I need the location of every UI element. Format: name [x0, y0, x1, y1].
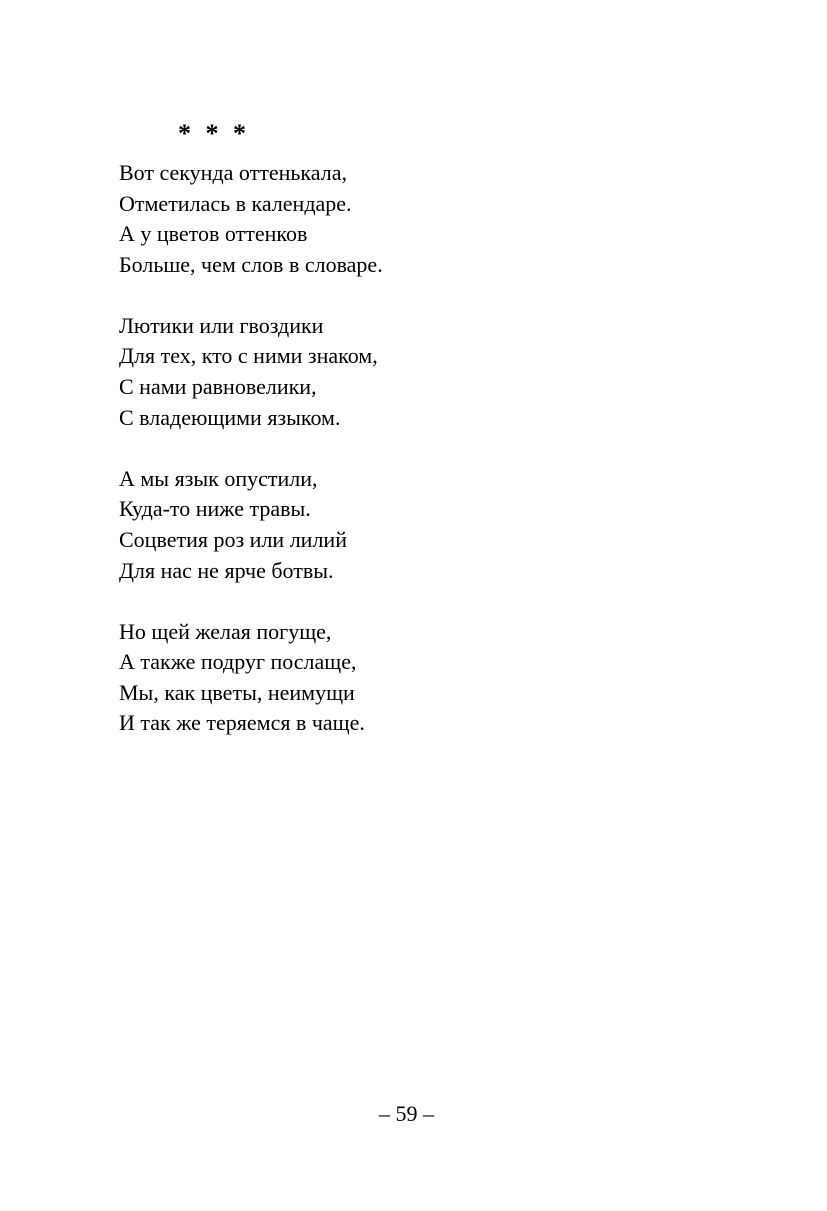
- page-number: – 59 –: [379, 1101, 434, 1126]
- poem-line: Лютики или гвоздики: [119, 312, 324, 338]
- poem-line: Для нас не ярче ботвы.: [119, 557, 334, 583]
- stanza-2: [119, 311, 719, 433]
- poem-line: Но щей желая погуще,: [119, 618, 332, 644]
- poem-line: Вот секунда оттенькала,: [119, 160, 347, 185]
- poem-line: С нами равновелики,: [119, 374, 317, 400]
- stanza-4: [119, 617, 719, 739]
- poem-line: С владеющими языком.: [119, 404, 341, 430]
- poem-line: А у цветов оттенков: [119, 221, 308, 247]
- stanza-1: [119, 158, 719, 280]
- poem-line: Мы, как цветы, неимущи: [119, 679, 355, 705]
- poem-line: Соцветия роз или лилий: [119, 526, 347, 552]
- stanza-3: [119, 464, 719, 586]
- poem-line: Больше, чем слов в словаре.: [119, 251, 383, 277]
- poem-line: А мы язык опустили,: [119, 465, 318, 491]
- poem-line: Для тех, кто с ними знаком,: [119, 343, 378, 369]
- poem-line: Куда-то ниже травы.: [119, 496, 311, 522]
- poem-line: Отметилась в календаре.: [119, 190, 352, 216]
- poem-line: И так же теряемся в чаще.: [119, 710, 365, 736]
- poem-line: А также подруг послаще,: [119, 649, 357, 675]
- poem-separator: * * *: [178, 119, 250, 148]
- poem-body: [119, 158, 719, 770]
